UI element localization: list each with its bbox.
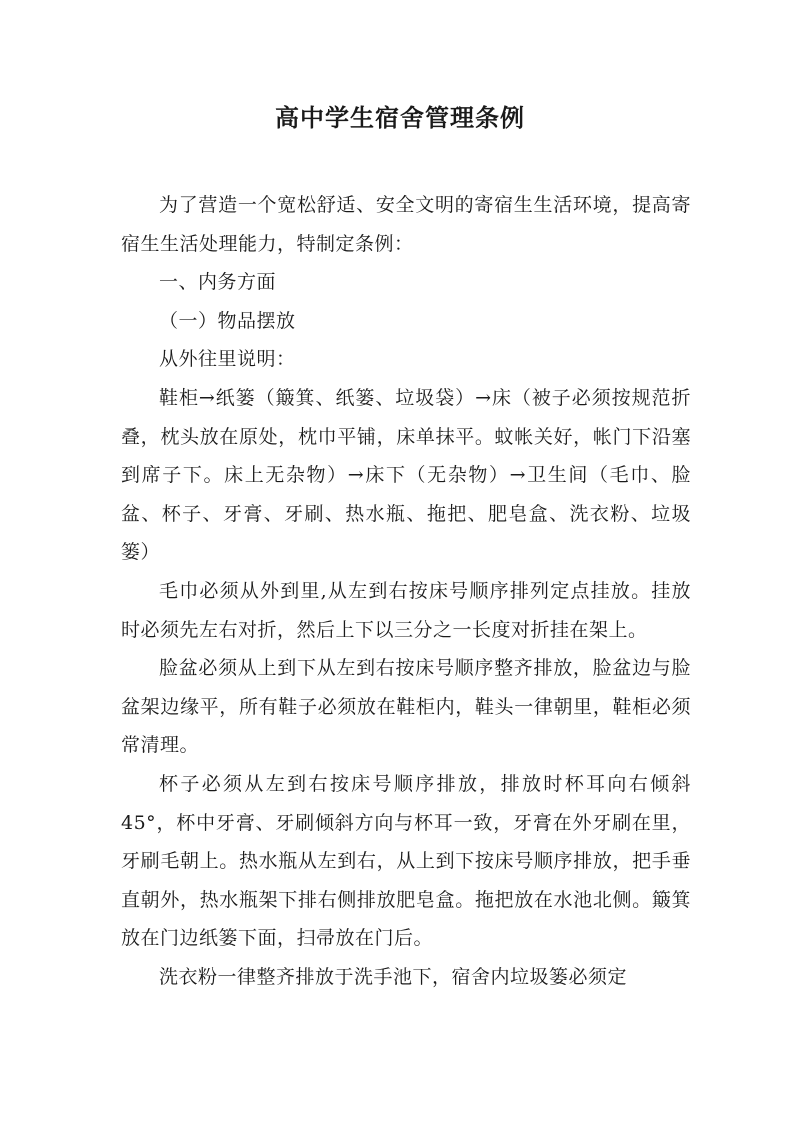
body-paragraph: 脸盆必须从上到下从左到右按床号顺序整齐排放，脸盆边与脸盆架边缘平，所有鞋子必须放在鞋柜内，鞋头一律朝里，鞋柜必须常清理。	[121, 657, 691, 757]
document-title: 高中学生宿舍管理条例	[275, 103, 525, 132]
intro-paragraph: 为了营造一个宽松舒适、安全文明的寄宿生生活环境，提高寄宿生生活处理能力，特制定条例：	[121, 194, 691, 255]
section-heading: 一、内务方面	[159, 271, 277, 294]
body-paragraph: 洗衣粉一律整齐排放于洗手池下，宿舍内垃圾篓必须定	[159, 965, 628, 988]
document-body	[121, 186, 691, 996]
body-paragraph: 从外往里说明：	[159, 348, 296, 371]
body-paragraph: 毛巾必须从外到里,从左到右按床号顺序排列定点挂放。挂放时必须先左右对折，然后上下以三分之一长度对折挂在架上。	[121, 579, 691, 641]
body-paragraph: 鞋柜→纸篓（簸箕、纸篓、垃圾袋）→床（被子必须按规范折叠，枕头放在原处，枕巾平铺，床单抹平。蚊帐关好，帐门下沿塞到席子下。床上无杂物）→床下（无杂物）→卫生间（毛巾、脸盆、杯子、牙膏、牙刷、热水瓶、拖把、肥皂盒、洗衣粉、垃圾篓）	[121, 386, 691, 564]
body-paragraph: 杯子必须从左到右按床号顺序排放，排放时杯耳向右倾斜45°，杯中牙膏、牙刷倾斜方向与杯耳一致，牙膏在外牙刷在里，牙刷毛朝上。热水瓶从左到右，从上到下按床号顺序排放，把手垂直朝外，热水瓶架下排右侧排放肥皂盒。拖把放在水池北侧。簸箕放在门边纸篓下面，扫帚放在门后。	[121, 772, 691, 950]
subsection-heading: （一）物品摆放	[159, 309, 296, 332]
